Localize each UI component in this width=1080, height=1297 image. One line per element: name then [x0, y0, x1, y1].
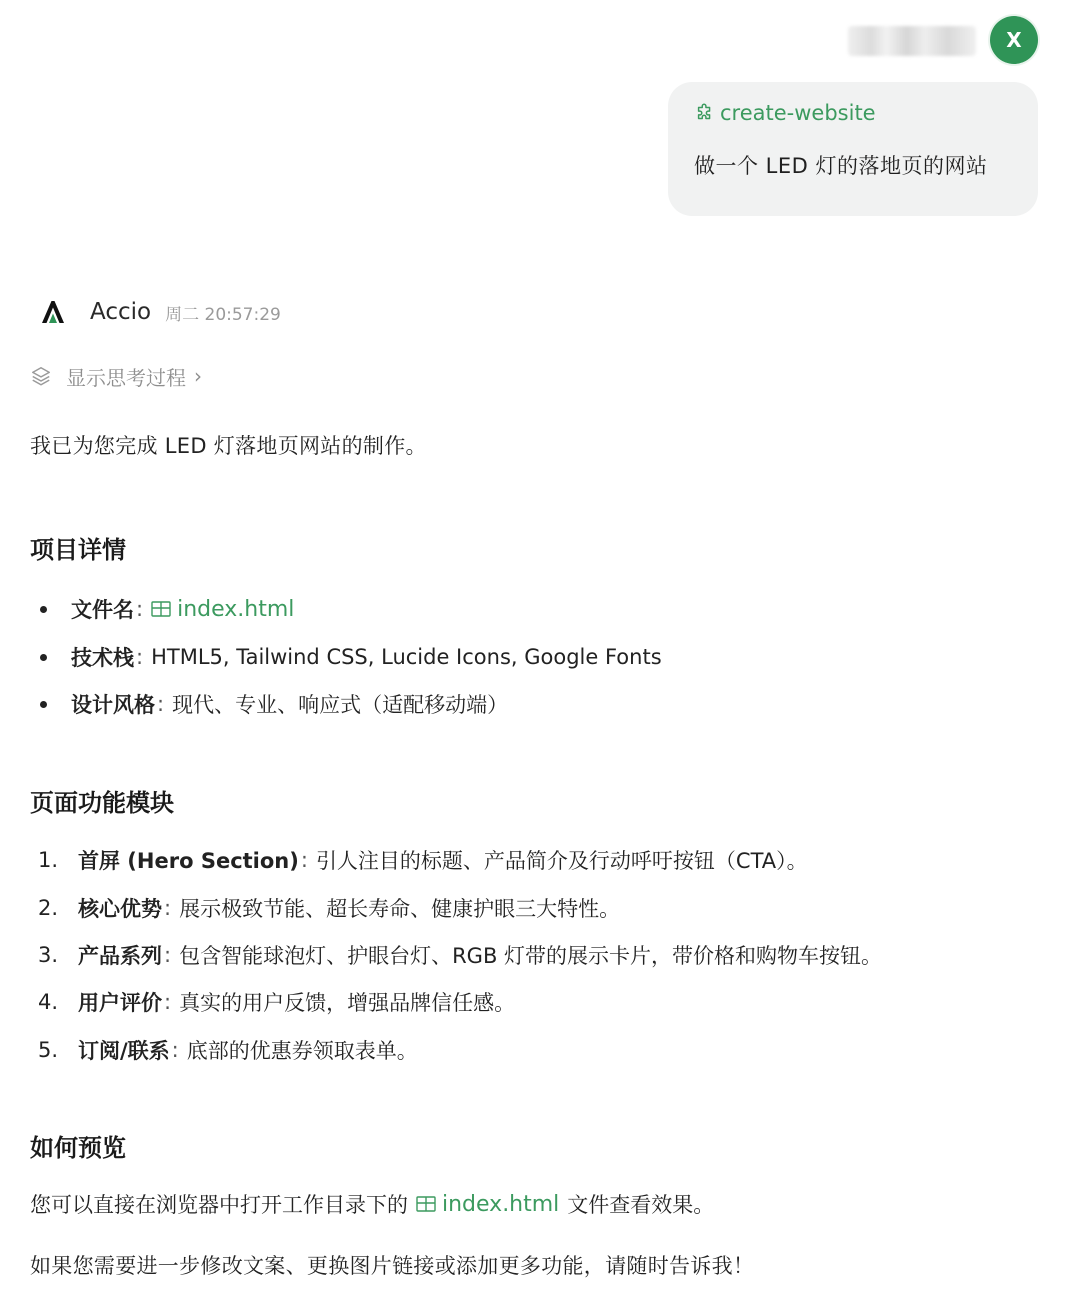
item-label: 产品系列: [78, 944, 162, 968]
section-heading-how-to-preview: 如何预览: [30, 1134, 126, 1162]
item-label: 首屏 (Hero Section): [78, 849, 299, 873]
bullet: [40, 654, 47, 661]
item-number: 3.: [38, 943, 59, 967]
list-item-tech-stack: 技术栈 : HTML5, Tailwind CSS, Lucide Icons, Google Fonts: [30, 641, 662, 673]
file-link-index-html-2[interactable]: index.html: [416, 1192, 559, 1217]
closing-text: 如果您需要进一步修改文案、更换图片链接或添加更多功能，请随时告诉我！: [30, 1254, 755, 1278]
item-value: 展示极致节能、超长寿命、健康护眼三大特性。: [179, 897, 621, 921]
item-value: 引人注目的标题、产品简介及行动呼吁按钮（CTA）。: [315, 849, 808, 873]
item-value: 包含智能球泡灯、护眼台灯、RGB 灯带的展示卡片，带价格和购物车按钮。: [179, 944, 883, 968]
item-value: 底部的优惠券领取表单。: [186, 1039, 418, 1063]
user-name-blurred: [848, 26, 976, 56]
numbered-item-products: 3. 产品系列 : 包含智能球泡灯、护眼台灯、RGB 灯带的展示卡片，带价格和购物车按钮。: [30, 939, 882, 971]
file-table-icon: [151, 601, 171, 617]
user-avatar[interactable]: X: [990, 16, 1038, 64]
accio-logo-icon: [40, 299, 66, 325]
item-value: 现代、专业、响应式（适配移动端）: [172, 693, 509, 717]
item-value: 真实的用户反馈，增强品牌信任感。: [179, 991, 516, 1015]
section-heading-project-details: 项目详情: [30, 536, 126, 564]
preview-text-before: 您可以直接在浏览器中打开工作目录下的: [30, 1193, 408, 1217]
file-link-index-html[interactable]: index.html: [151, 597, 294, 622]
skill-tag[interactable]: [694, 98, 1012, 128]
file-table-icon: [416, 1196, 436, 1212]
numbered-item-reviews: 4. 用户评价 : 真实的用户反馈，增强品牌信任感。: [30, 986, 515, 1018]
message-timestamp: 周二 20:57:29: [165, 304, 281, 325]
chevron-right-icon: ›: [194, 364, 202, 388]
skill-label: create-website: [720, 101, 876, 125]
item-label: 核心优势: [78, 897, 162, 921]
item-label: 设计风格: [71, 693, 155, 717]
assistant-name: Accio: [90, 299, 152, 325]
assistant-header: [40, 294, 281, 330]
item-number: 4.: [38, 990, 59, 1014]
item-label: 订阅/联系: [78, 1039, 170, 1063]
item-label: 技术栈: [71, 646, 134, 670]
item-value: HTML5, Tailwind CSS, Lucide Icons, Google Fonts: [151, 645, 662, 669]
bullet: [40, 606, 47, 613]
numbered-item-hero: 1. 首屏 (Hero Section) : 引人注目的标题、产品简介及行动呼吁按钮（CTA）。: [30, 844, 808, 876]
item-label: 用户评价: [78, 991, 162, 1015]
user-message-bubble: [668, 82, 1038, 216]
preview-text-after: 文件查看效果。: [567, 1193, 715, 1217]
item-number: 5.: [38, 1038, 59, 1062]
puzzle-icon: [694, 102, 716, 124]
show-thinking-label: 显示思考过程: [66, 365, 186, 390]
user-message-text: 做一个 LED 灯的落地页的网站: [694, 154, 988, 178]
show-thinking-toggle[interactable]: [30, 360, 202, 392]
section-heading-page-modules: 页面功能模块: [30, 789, 174, 817]
bullet: [40, 701, 47, 708]
item-number: 2.: [38, 896, 59, 920]
item-number: 1.: [38, 848, 59, 872]
list-item-design-style: 设计风格 : 现代、专业、响应式（适配移动端）: [30, 688, 508, 720]
list-item-filename: 文件名 : index.html: [30, 593, 294, 625]
item-label: 文件名: [71, 598, 134, 622]
preview-instructions: [30, 1188, 714, 1220]
intro-text: 我已为您完成 LED 灯落地页网站的制作。: [30, 434, 427, 458]
layers-icon: [30, 365, 52, 387]
numbered-item-advantages: 2. 核心优势 : 展示极致节能、超长寿命、健康护眼三大特性。: [30, 892, 620, 924]
numbered-item-subscribe: 5. 订阅/联系 : 底部的优惠券领取表单。: [30, 1034, 418, 1066]
